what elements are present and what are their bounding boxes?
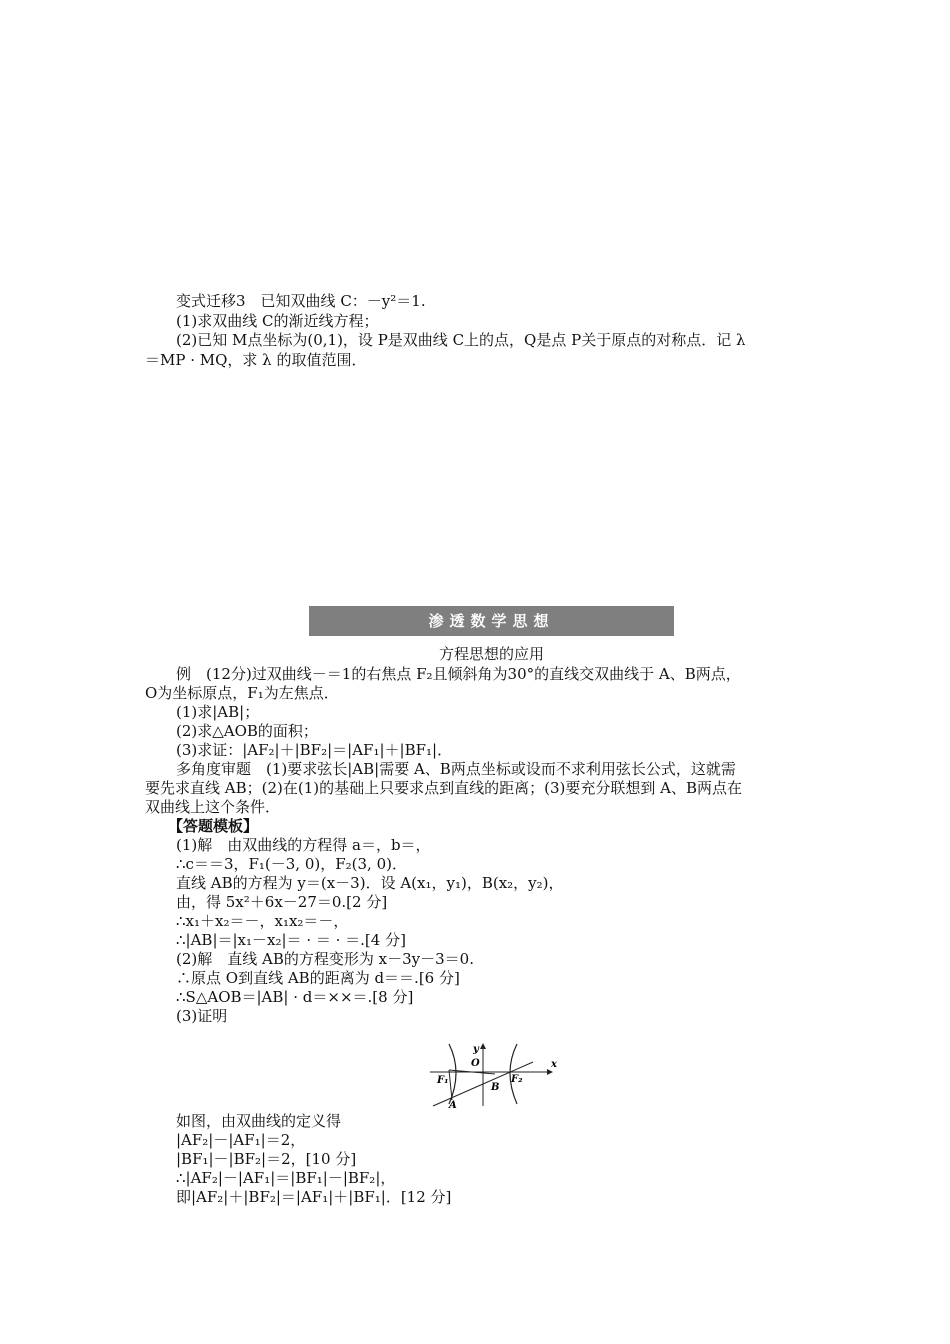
template-line-5: ∴x₁＋x₂＝－，x₁x₂＝－， [176,912,349,930]
variant-line-3: (2)已知 M点坐标为(0,1)，设 P是双曲线 C上的点，Q是点 P关于原点的对称点．记 λ [176,331,746,349]
template-line-15: 即|AF₂|＋|BF₂|＝|AF₁|＋|BF₁|．[12 分] [176,1188,452,1206]
f2-label: F₂ [511,1074,523,1085]
y-label: y [473,1044,479,1055]
segment-f1-a [449,1070,452,1100]
template-line-9: ∴S△AOB＝|AB| · d＝××＝.[8 分] [176,988,414,1006]
variant-line-1: 变式迁移3 已知双曲线 C：－y²＝1. [176,292,426,310]
f1-label: F₁ [437,1075,449,1086]
template-line-14: ∴|AF₂|－|AF₁|＝|BF₁|－|BF₂|， [176,1169,396,1187]
analysis-line-1: 多角度审题 (1)要求弦长|AB|需要 A、B两点坐标或设而不求利用弦长公式，这就需 [176,760,736,778]
template-line-13: |BF₁|－|BF₂|＝2，[10 分] [176,1150,357,1168]
template-line-7: (2)解 直线 AB的方程变形为 x－3y－3＝0. [176,950,474,968]
template-line-3: 直线 AB的方程为 y＝(x－3)．设 A(x₁，y₁)，B(x₂，y₂)， [176,874,564,892]
example-line-1: 例 (12分)过双曲线－＝1的右焦点 F₂且倾斜角为30°的直线交双曲线于 A、B两点， [176,665,741,683]
b-label: B [491,1082,500,1093]
template-line-8: ∴原点 O到直线 AB的距离为 d＝＝.[6 分] [176,969,460,987]
variant-line-4: ＝MP · MQ，求 λ 的取值范围． [145,351,367,369]
x-label: x [551,1059,557,1070]
origin-label: O [471,1058,480,1069]
variant-line-2: (1)求双曲线 C的渐近线方程； [176,312,379,330]
section-subtitle: 方程思想的应用 [438,645,544,663]
analysis-line-2: 要先求直线 AB；(2)在(1)的基础上只要求点到直线的距离；(3)要充分联想到 A、B两点在 [145,779,742,797]
template-line-10: (3)证明 [176,1007,228,1025]
example-line-4: (2)求△AOB的面积； [176,722,318,740]
template-line-11: 如图，由双曲线的定义得 [176,1112,342,1130]
section-banner [309,606,674,636]
hyperbola-figure [425,1042,560,1108]
analysis-line-3: 双曲线上这个条件． [145,798,281,816]
example-line-2: O为坐标原点，F₁为左焦点． [145,684,339,702]
example-line-5: (3)求证：|AF₂|＋|BF₂|＝|AF₁|＋|BF₁|． [176,741,453,759]
left-branch [449,1044,456,1104]
template-line-1: (1)解 由双曲线的方程得 a＝，b＝， [176,836,431,854]
y-axis-arrow [480,1043,486,1049]
a-label: A [449,1100,457,1108]
template-heading: 【答题模板】 [168,817,259,835]
template-line-6: ∴|AB|＝|x₁－x₂|＝ · ＝ · ＝.[4 分] [176,931,406,949]
template-line-4: 由，得 5x²＋6x－27＝0.[2 分] [176,893,388,911]
example-line-3: (1)求|AB|； [176,703,260,721]
template-line-2: ∴c＝＝3，F₁(－3, 0)，F₂(3, 0)． [176,855,407,873]
template-line-12: |AF₂|－|AF₁|＝2， [176,1131,306,1149]
banner-title: 渗透数学思想 [428,611,555,630]
